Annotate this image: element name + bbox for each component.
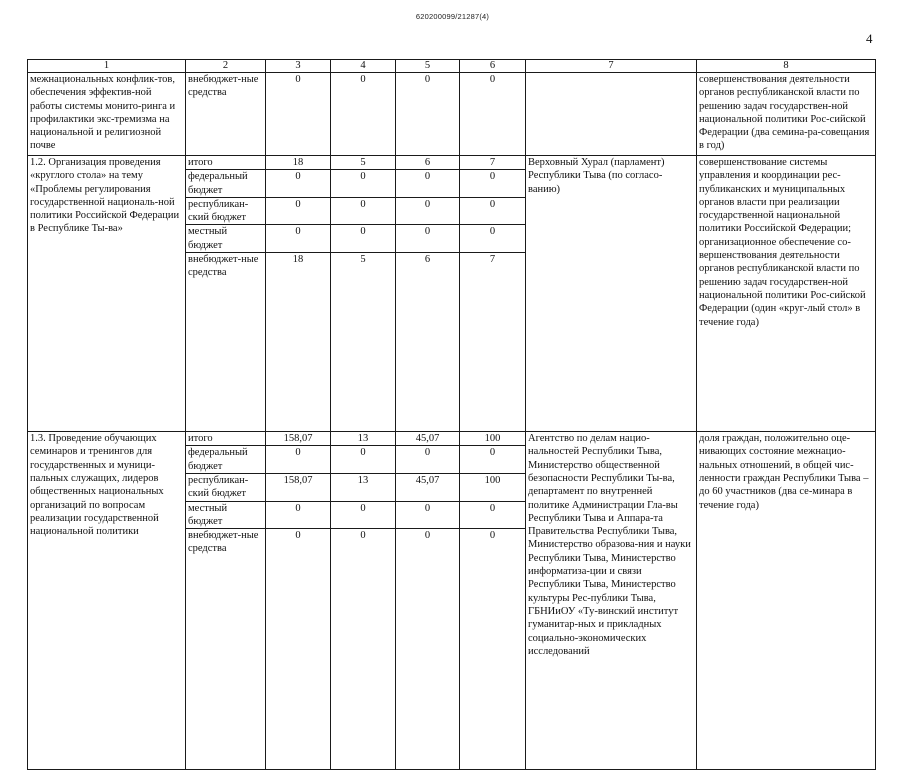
activity-name: 1.2. Организация проведения «круглого стола» на тему «Проблемы регулирования государственной националь-ной политики Российской Федерации в Республике Ты-ва»	[28, 156, 186, 432]
value-year-1: 0	[331, 501, 396, 529]
value-total: 0	[266, 170, 331, 198]
header-col-7: 7	[526, 60, 697, 73]
value-total: 18	[266, 156, 331, 170]
header-col-6: 6	[460, 60, 526, 73]
value-year-3: 0	[460, 501, 526, 529]
value-year-3: 0	[460, 225, 526, 253]
funding-source: местный бюджет	[186, 225, 266, 253]
responsible-executors: Агентство по делам нацио-нальностей Республики Тыва, Министерство общественной безопасности Республики Ты-ва, департамент по внутренней политике Администрации Гла-вы Республики Тыва и Аппара-та Правительства Республики Тыва, Министерство образова-ния и науки Республики Тыва, Министерство информатиза-ции и связи Республики Тыва, Министерство культуры Рес-публики Тыва, ГБНИиОУ «Ту-винский институт гуманитар-ных и прикладных социально-экономических исследований	[526, 432, 697, 770]
funding-source: итого	[186, 156, 266, 170]
expected-results: доля граждан, положительно оце-нивающих состояние межнацио-нальных отношений, в общей чис-ленности граждан Республики Тыва – до 60 участников (два се-минара в течение года)	[697, 432, 876, 770]
value-total: 158,07	[266, 473, 331, 501]
value-year-3: 100	[460, 432, 526, 446]
table-row	[28, 73, 876, 156]
value-year-1: 13	[331, 432, 396, 446]
value-year-2: 6	[396, 156, 460, 170]
value-total: 0	[266, 197, 331, 225]
value-year-3: 0	[460, 446, 526, 474]
value-year-3: 7	[460, 156, 526, 170]
header-col-4: 4	[331, 60, 396, 73]
table-row	[28, 156, 876, 170]
value-year-1: 0	[331, 529, 396, 770]
value-year-1: 0	[331, 73, 396, 156]
value-year-1: 0	[331, 225, 396, 253]
funding-source: республикан-ский бюджет	[186, 473, 266, 501]
value-year-1: 5	[331, 253, 396, 432]
value-year-2: 0	[396, 170, 460, 198]
header-col-8: 8	[697, 60, 876, 73]
value-total: 0	[266, 501, 331, 529]
funding-source: внебюджет-ные средства	[186, 73, 266, 156]
funding-source: федеральный бюджет	[186, 446, 266, 474]
value-year-3: 0	[460, 529, 526, 770]
expected-results: совершенствования деятельности органов республиканской власти по решению задач государствен-ной национальной политики Рос-сийской Федерации (два семина-ра-совещания в год)	[697, 73, 876, 156]
value-year-3: 0	[460, 170, 526, 198]
table-row	[28, 432, 876, 446]
header-col-2: 2	[186, 60, 266, 73]
value-year-2: 0	[396, 446, 460, 474]
value-total: 158,07	[266, 432, 331, 446]
value-total: 18	[266, 253, 331, 432]
value-total: 0	[266, 446, 331, 474]
funding-source: внебюджет-ные средства	[186, 529, 266, 770]
value-year-2: 6	[396, 253, 460, 432]
value-year-3: 100	[460, 473, 526, 501]
header-col-1: 1	[28, 60, 186, 73]
funding-source: внебюджет-ные средства	[186, 253, 266, 432]
value-year-1: 0	[331, 446, 396, 474]
value-total: 0	[266, 73, 331, 156]
document-id: 620200099/21287(4)	[415, 12, 490, 21]
value-year-2: 0	[396, 197, 460, 225]
value-year-1: 0	[331, 170, 396, 198]
value-year-2: 0	[396, 529, 460, 770]
activity-name: 1.3. Проведение обучающих семинаров и тренингов для государственных и муници-пальных служащих, лидеров общественных национальных организаций по вопросам реализации государственной национальной политики	[28, 432, 186, 770]
value-total: 0	[266, 529, 331, 770]
value-year-1: 13	[331, 473, 396, 501]
value-year-3: 7	[460, 253, 526, 432]
value-year-2: 45,07	[396, 473, 460, 501]
expected-results: совершенствование системы управления и координации рес-публиканских и муниципальных органов власти при реализации государственной национальной политики Российской Федерации; организационное обеспечение со-вершенствования деятельности органов республиканской власти по решению задач государствен-ной национальной политики Рос-сийской Федерации (один «круг-лый стол» в течение года)	[697, 156, 876, 432]
value-year-1: 0	[331, 197, 396, 225]
page-number: 4	[866, 31, 873, 46]
value-year-3: 0	[460, 197, 526, 225]
value-year-2: 0	[396, 501, 460, 529]
header-col-5: 5	[396, 60, 460, 73]
responsible-executors: Верховный Хурал (парламент) Республики Тыва (по согласо-ванию)	[526, 156, 697, 432]
funding-source: федеральный бюджет	[186, 170, 266, 198]
funding-source: республикан-ский бюджет	[186, 197, 266, 225]
value-total: 0	[266, 225, 331, 253]
value-year-3: 0	[460, 73, 526, 156]
value-year-2: 45,07	[396, 432, 460, 446]
funding-source: итого	[186, 432, 266, 446]
activity-name: межнациональных конфлик-тов, обеспечения эффектив-ной работы системы монито-ринга и профилактики экс-тремизма на национальной и религиозной почве	[28, 73, 186, 156]
value-year-1: 5	[331, 156, 396, 170]
value-year-2: 0	[396, 73, 460, 156]
header-col-3: 3	[266, 60, 331, 73]
header-row	[28, 60, 876, 73]
plan-table	[27, 59, 876, 770]
value-year-2: 0	[396, 225, 460, 253]
funding-source: местный бюджет	[186, 501, 266, 529]
responsible-executors	[526, 73, 697, 156]
